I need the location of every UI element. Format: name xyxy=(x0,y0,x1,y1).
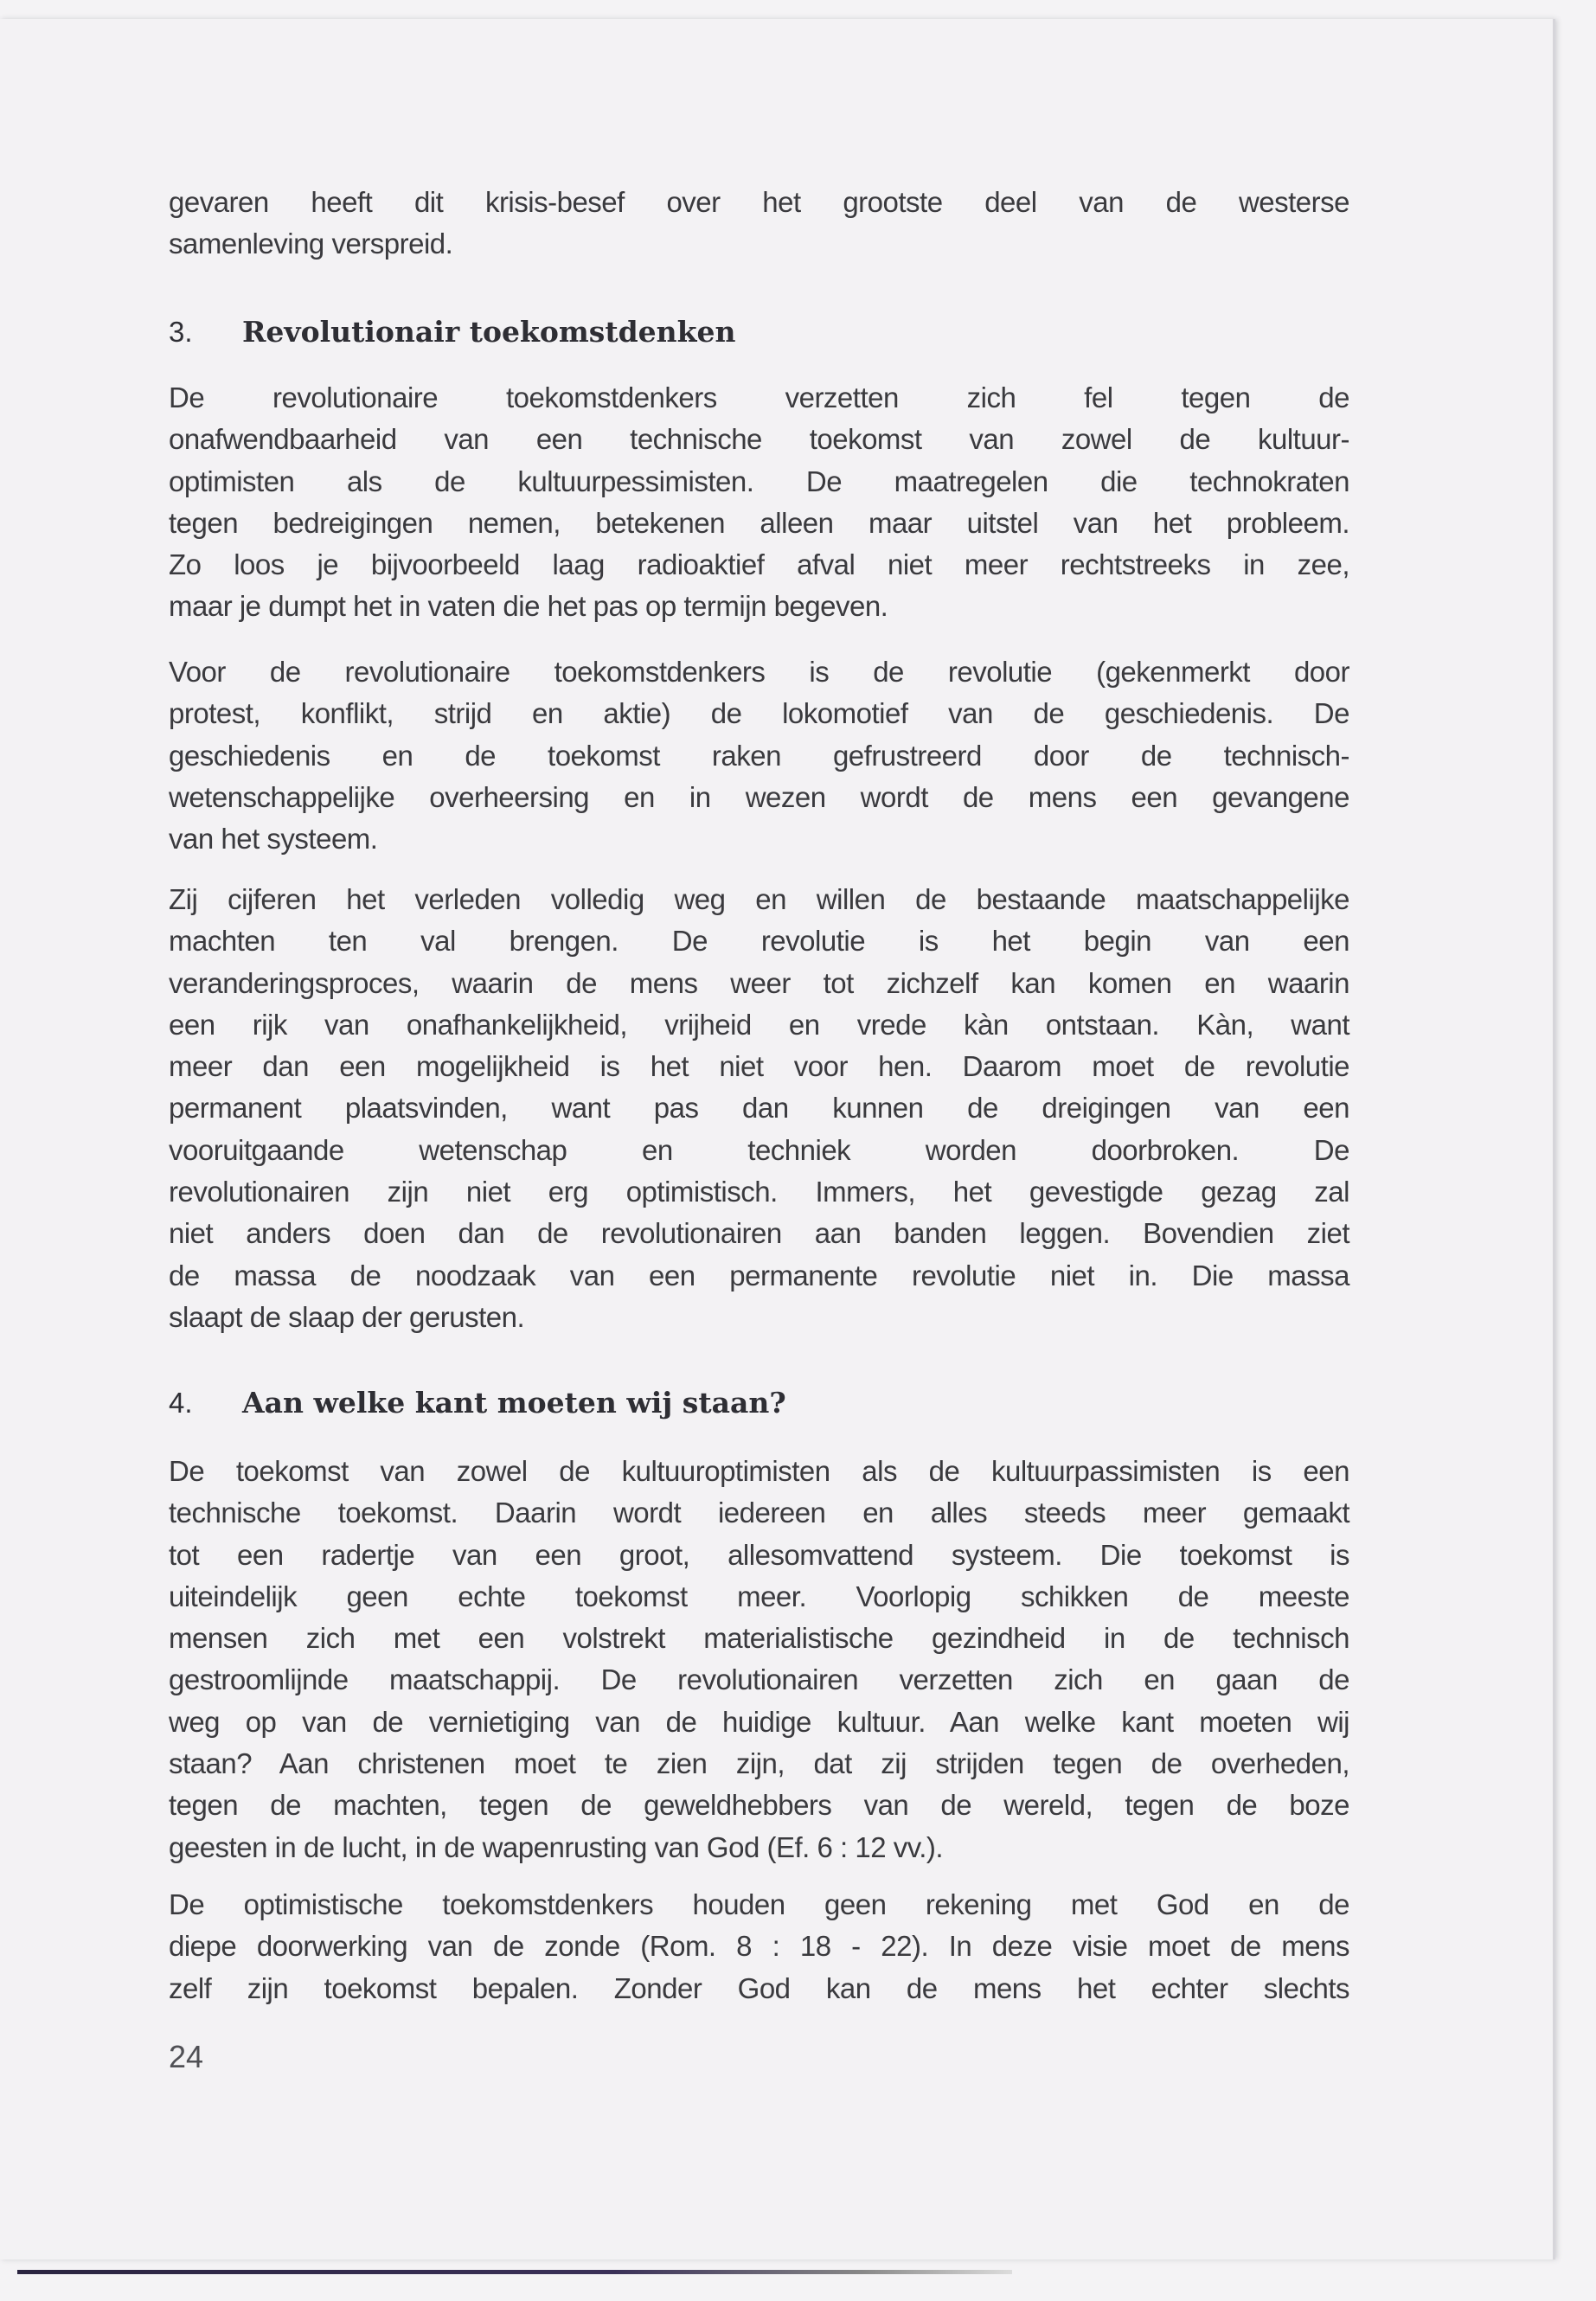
text-line: De toekomst van zowel de kultuuroptimisten als de kultuurpassimisten is een xyxy=(169,1455,1349,1487)
text-line: veranderingsproces, waarin de mens weer tot zichzelf kan komen en waarin xyxy=(169,966,1349,999)
text-line: vooruitgaande wetenschap en techniek worden doorbroken. De xyxy=(169,1133,1349,1166)
section-title: Revolutionair toekomstdenken xyxy=(242,315,736,349)
text-line: tot een radertje van een groot, allesomvattend systeem. Die toekomst is xyxy=(169,1538,1349,1571)
text-line: geschiedenis en de toekomst raken gefrustreerd door de technisch- xyxy=(169,739,1349,772)
paragraph-2 xyxy=(169,651,1349,860)
text-line: tegen de machten, tegen de geweldhebbers van de wereld, tegen de boze xyxy=(169,1789,1349,1822)
text-line: zelf zijn toekomst bepalen. Zonder God kan de mens het echter slechts xyxy=(169,1971,1349,2004)
text-line: Zo loos je bijvoorbeeld laag radioaktief afval niet meer rechtstreeks in zee, xyxy=(169,548,1349,581)
text-line: staan? Aan christenen moet te zien zijn, dat zij strijden tegen de overheden, xyxy=(169,1747,1349,1780)
text-line: onafwendbaarheid van een technische toekomst van zowel de kultuur- xyxy=(169,423,1349,456)
text-line: geesten in de lucht, in de wapenrusting van God (Ef. 6 : 12 vv.). xyxy=(169,1830,944,1863)
text-line: gestroomlijnde maatschappij. De revolutionairen verzetten zich en gaan de xyxy=(169,1663,1349,1696)
text-line: van het systeem. xyxy=(169,823,378,856)
intro-paragraph xyxy=(169,182,1349,266)
text-line: technische toekomst. Daarin wordt iedereen en alles steeds meer gemaakt xyxy=(169,1497,1349,1529)
paragraph-3 xyxy=(169,879,1349,1338)
text-line: optimisten als de kultuurpessimisten. De maatregelen die technokraten xyxy=(169,465,1349,497)
text-line: de massa de noodzaak van een permanente revolutie niet in. Die massa xyxy=(169,1259,1349,1292)
paragraph-5 xyxy=(169,1884,1349,2009)
text-line: permanent plaatsvinden, want pas dan kunnen de dreigingen van een xyxy=(169,1092,1349,1125)
text-line: meer dan een mogelijkheid is het niet voor hen. Daarom moet de revolutie xyxy=(169,1050,1349,1083)
text-line: machten ten val brengen. De revolutie is het begin van een xyxy=(169,925,1349,958)
text-line: een rijk van onafhankelijkheid, vrijheid en vrede kàn ontstaan. Kàn, want xyxy=(169,1008,1349,1041)
section-4-heading xyxy=(169,1386,786,1420)
section-number: 4. xyxy=(169,1387,193,1419)
section-number: 3. xyxy=(169,316,193,348)
text-line: revolutionairen zijn niet erg optimistisch. Immers, het gevestigde gezag zal xyxy=(169,1176,1349,1208)
text-line: De optimistische toekomstdenkers houden geen rekening met God en de xyxy=(169,1888,1349,1920)
scan-edge-bar xyxy=(17,2270,1012,2274)
text-line: uiteindelijk geen echte toekomst meer. Voorlopig schikken de meeste xyxy=(169,1580,1349,1612)
text-line: gevaren heeft dit krisis-besef over het grootste deel van de westerse xyxy=(169,186,1349,218)
section-3-heading xyxy=(169,315,736,349)
text-line: Voor de revolutionaire toekomstdenkers is de revolutie (gekenmerkt door xyxy=(169,656,1349,688)
text-line: wetenschappelijke overheersing en in wezen wordt de mens een gevangene xyxy=(169,780,1349,813)
document-page xyxy=(0,19,1555,2259)
paragraph-4 xyxy=(169,1451,1349,1868)
text-line: niet anders doen dan de revolutionairen aan banden leggen. Bovendien ziet xyxy=(169,1217,1349,1250)
page-number: 24 xyxy=(169,2039,204,2074)
text-line: De revolutionaire toekomstdenkers verzetten zich fel tegen de xyxy=(169,381,1349,413)
section-title: Aan welke kant moeten wij staan? xyxy=(242,1386,786,1420)
text-line: tegen bedreigingen nemen, betekenen alleen maar uitstel van het probleem. xyxy=(169,506,1349,539)
text-line: weg op van de vernietiging van de huidige kultuur. Aan welke kant moeten wij xyxy=(169,1705,1349,1738)
text-line: maar je dumpt het in vaten die het pas op termijn begeven. xyxy=(169,590,888,623)
text-line: mensen zich met een volstrekt materialistische gezindheid in de technisch xyxy=(169,1622,1349,1655)
text-line: diepe doorwerking van de zonde (Rom. 8 : 18 - 22). In deze visie moet de mens xyxy=(169,1930,1349,1963)
text-line: slaapt de slaap der gerusten. xyxy=(169,1300,525,1333)
text-line: protest, konflikt, strijd en aktie) de lokomotief van de geschiedenis. De xyxy=(169,697,1349,730)
text-line: samenleving verspreid. xyxy=(169,228,453,260)
text-line: Zij cijferen het verleden volledig weg en willen de bestaande maatschappelijke xyxy=(169,883,1349,915)
paragraph-1 xyxy=(169,377,1349,628)
